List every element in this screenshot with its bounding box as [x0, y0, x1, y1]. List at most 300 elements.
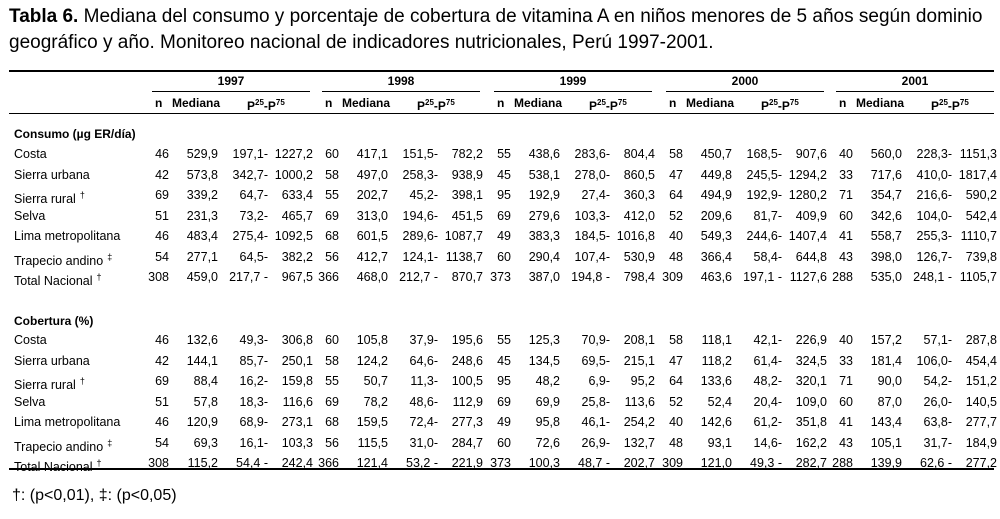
cell-p75: 132,7	[623, 436, 655, 450]
cell-p25: 106,0-	[916, 354, 952, 368]
cell-p25: 103,3-	[574, 209, 610, 223]
col-header-mediana: Mediana	[342, 96, 391, 110]
row-label-text: Total Nacional	[14, 460, 93, 475]
cell-n: 58	[325, 168, 339, 182]
cell-p75: 1092,5	[274, 229, 313, 243]
cell-p75: 360,3	[623, 188, 655, 202]
cell-p75: 277,3	[451, 415, 483, 429]
cell-p25: 48,6-	[409, 395, 438, 409]
cell-n: 60	[497, 436, 511, 450]
cell-p25: 49,3 -	[750, 456, 782, 470]
cell-mediana: 468,0	[356, 270, 388, 284]
year-header-1999: 1999	[559, 74, 587, 88]
cell-p75: 739,8	[965, 250, 997, 264]
cell-mediana: 52,4	[707, 395, 732, 409]
cell-p75: 1294,2	[788, 168, 827, 182]
cell-mediana: 192,9	[528, 188, 560, 202]
col-header-n: n	[325, 96, 333, 110]
cell-p25: 49,3-	[239, 333, 268, 347]
cell-p25: 194,6-	[402, 209, 438, 223]
cell-p75: 782,2	[451, 147, 483, 161]
cell-n: 40	[839, 333, 853, 347]
cell-mediana: 143,4	[870, 415, 902, 429]
cell-p75: 113,6	[624, 395, 655, 409]
cell-p75: 1016,8	[616, 229, 655, 243]
cell-n: 95	[497, 188, 511, 202]
cell-p75: 451,5	[451, 209, 483, 223]
cell-p75: 530,9	[623, 250, 655, 264]
cell-p25: 244,6-	[746, 229, 782, 243]
cell-n: 58	[325, 354, 339, 368]
cell-p75: 1817,4	[958, 168, 997, 182]
cell-p25: 197,1 -	[743, 270, 782, 284]
cell-n: 69	[325, 209, 339, 223]
cell-n: 46	[155, 147, 169, 161]
cell-mediana: 121,0	[700, 456, 732, 470]
cell-n: 55	[325, 188, 339, 202]
cell-mediana: 387,0	[528, 270, 560, 284]
cell-n: 42	[155, 354, 169, 368]
cell-p25: 192,9-	[746, 188, 782, 202]
cell-mediana: 50,7	[363, 374, 388, 388]
cell-p75: 221,9	[451, 456, 483, 470]
table-row	[0, 412, 1000, 432]
year-underline-1999	[494, 91, 652, 92]
cell-n: 47	[669, 168, 683, 182]
cell-p25: 107,4-	[574, 250, 610, 264]
cell-p25: 64,7-	[239, 188, 268, 202]
cell-mediana: 560,0	[870, 147, 902, 161]
cell-mediana: 93,1	[707, 436, 732, 450]
cell-p75: 287,8	[965, 333, 997, 347]
cell-mediana: 181,4	[870, 354, 902, 368]
caption-text-line1: Mediana del consumo y porcentaje de cobertura de vitamina A en niños menores de 5 años según dominio	[78, 6, 983, 27]
cell-mediana: 202,7	[356, 188, 388, 202]
cell-mediana: 105,8	[356, 333, 388, 347]
cell-p25: 151,5-	[402, 147, 438, 161]
cell-p75: 95,2	[630, 374, 655, 388]
col-header-percentiles	[761, 95, 799, 114]
cell-p25: 194,8 -	[571, 270, 610, 284]
cell-n: 49	[497, 415, 511, 429]
cell-p25: 16,2-	[239, 374, 268, 388]
cell-p75: 542,4	[965, 209, 997, 223]
row-label-text: Selva	[14, 209, 46, 223]
cell-p75: 870,7	[451, 270, 483, 284]
cell-p75: 633,4	[281, 188, 313, 202]
cell-mediana: 144,1	[186, 354, 218, 368]
cell-p75: 382,2	[281, 250, 313, 264]
cell-p75: 1127,6	[789, 270, 827, 284]
col-header-p75: 75	[275, 98, 285, 107]
row-label-text: Sierra urbana	[14, 168, 90, 182]
cell-mediana: 231,3	[186, 209, 218, 223]
cell-p75: 409,9	[795, 209, 827, 223]
cell-p25: 61,4-	[753, 354, 782, 368]
cell-p25: 69,5-	[581, 354, 610, 368]
cell-mediana: 313,0	[356, 209, 388, 223]
cell-p25: 216,6-	[916, 188, 952, 202]
cell-p25: 42,1-	[753, 333, 782, 347]
cell-mediana: 339,2	[186, 188, 218, 202]
cell-p25: 248,1 -	[913, 270, 952, 284]
cell-p75: 860,5	[623, 168, 655, 182]
cell-p25: 124,1-	[402, 250, 438, 264]
cell-mediana: 717,6	[870, 168, 902, 182]
cell-p75: 644,8	[795, 250, 827, 264]
cell-p75: 967,5	[281, 270, 313, 284]
cell-p75: 273,1	[281, 415, 313, 429]
cell-p25: 217,7 -	[229, 270, 268, 284]
cell-mediana: 95,8	[535, 415, 560, 429]
cell-mediana: 88,4	[193, 374, 218, 388]
cell-n: 55	[497, 147, 511, 161]
cell-mediana: 87,0	[877, 395, 902, 409]
cell-mediana: 48,2	[535, 374, 560, 388]
cell-p25: 275,4-	[232, 229, 268, 243]
cell-mediana: 209,6	[700, 209, 732, 223]
cell-p25: 6,9-	[588, 374, 610, 388]
col-header-p-dash: -P	[263, 99, 276, 113]
cell-mediana: 100,3	[528, 456, 560, 470]
year-underline-2000	[666, 91, 824, 92]
cell-mediana: 601,5	[356, 229, 388, 243]
cell-p25: 27,4-	[581, 188, 610, 202]
cell-mediana: 118,2	[701, 354, 732, 368]
row-label-mark: ‡	[107, 252, 113, 262]
cell-p75: 112,9	[452, 395, 483, 409]
cell-p25: 258,3-	[402, 168, 438, 182]
cell-p75: 938,9	[451, 168, 483, 182]
cell-n: 55	[497, 333, 511, 347]
cell-p25: 31,7-	[923, 436, 952, 450]
col-header-p-base: P	[931, 99, 940, 113]
col-header-mediana: Mediana	[514, 96, 563, 110]
cell-mediana: 78,2	[363, 395, 388, 409]
table-row	[0, 330, 1000, 350]
cell-p25: 63,8-	[923, 415, 952, 429]
cell-n: 33	[839, 168, 853, 182]
cell-p25: 46,1-	[581, 415, 610, 429]
cell-p25: 14,6-	[753, 436, 782, 450]
year-header-1997: 1997	[217, 74, 245, 88]
col-header-percentiles	[589, 95, 627, 114]
cell-n: 68	[325, 229, 339, 243]
cell-n: 40	[839, 147, 853, 161]
cell-p75: 184,9	[965, 436, 997, 450]
col-header-percentiles	[247, 95, 285, 114]
cell-n: 308	[148, 270, 169, 284]
cell-n: 71	[839, 374, 853, 388]
table-row	[0, 165, 1000, 185]
cell-p25: 58,4-	[753, 250, 782, 264]
col-header-p-base: P	[761, 99, 770, 113]
cell-p75: 590,2	[965, 188, 997, 202]
row-label-mark: †	[79, 190, 85, 200]
cell-mediana: 342,6	[870, 209, 902, 223]
cell-n: 58	[669, 147, 683, 161]
cell-mediana: 438,6	[528, 147, 560, 161]
cell-p25: 48,7 -	[578, 456, 610, 470]
cell-n: 43	[839, 436, 853, 450]
table-caption	[9, 4, 994, 56]
cell-p75: 798,4	[623, 270, 655, 284]
cell-p75: 1000,2	[274, 168, 313, 182]
cell-p25: 228,3-	[916, 147, 952, 161]
section-title: Cobertura (%)	[14, 314, 94, 328]
cell-n: 33	[839, 354, 853, 368]
col-header-n: n	[839, 96, 847, 110]
cell-n: 46	[155, 333, 169, 347]
cell-n: 48	[669, 250, 683, 264]
cell-n: 60	[839, 209, 853, 223]
col-header-n: n	[497, 96, 505, 110]
table-row	[0, 433, 1000, 453]
cell-p75: 162,2	[795, 436, 827, 450]
col-header-p25: 25	[255, 98, 264, 107]
cell-n: 41	[839, 229, 853, 243]
row-label	[14, 453, 102, 477]
cell-mediana: 573,8	[186, 168, 218, 182]
cell-p75: 412,0	[623, 209, 655, 223]
cell-n: 56	[325, 436, 339, 450]
row-label-mark: †	[96, 458, 102, 468]
year-header-2000: 2000	[731, 74, 759, 88]
cell-p25: 25,8-	[581, 395, 610, 409]
cell-p25: 20,4-	[753, 395, 782, 409]
table-row	[0, 247, 1000, 267]
cell-mediana: 463,6	[700, 270, 732, 284]
cell-n: 309	[662, 270, 683, 284]
cell-n: 54	[155, 250, 169, 264]
cell-p75: 320,1	[795, 374, 827, 388]
cell-mediana: 115,2	[187, 456, 218, 470]
cell-n: 68	[325, 415, 339, 429]
cell-p25: 212,7 -	[399, 270, 438, 284]
cell-p75: 159,8	[281, 374, 313, 388]
col-header-p25: 25	[425, 98, 434, 107]
cell-p25: 26,9-	[581, 436, 610, 450]
cell-n: 69	[155, 374, 169, 388]
row-label	[14, 392, 45, 412]
cell-p25: 54,2-	[923, 374, 952, 388]
cell-n: 64	[669, 374, 683, 388]
cell-p25: 410,0-	[916, 168, 952, 182]
cell-n: 288	[832, 456, 853, 470]
cell-p25: 53,2 -	[406, 456, 438, 470]
cell-p25: 64,6-	[409, 354, 438, 368]
cell-p75: 254,2	[623, 415, 655, 429]
cell-p75: 250,1	[281, 354, 313, 368]
cell-mediana: 133,6	[700, 374, 732, 388]
cell-p25: 68,9-	[239, 415, 268, 429]
cell-mediana: 139,9	[870, 456, 902, 470]
cell-mediana: 115,5	[357, 436, 388, 450]
cell-n: 46	[155, 415, 169, 429]
cell-n: 288	[832, 270, 853, 284]
table-row	[0, 144, 1000, 164]
cell-n: 308	[148, 456, 169, 470]
row-label-text: Sierra rural	[14, 378, 76, 393]
cell-p25: 31,0-	[409, 436, 438, 450]
cell-n: 56	[325, 250, 339, 264]
cell-n: 49	[497, 229, 511, 243]
cell-p25: 184,5-	[574, 229, 610, 243]
cell-mediana: 459,0	[186, 270, 218, 284]
cell-p25: 45,2-	[409, 188, 438, 202]
cell-p25: 85,7-	[239, 354, 268, 368]
col-header-p75: 75	[445, 98, 455, 107]
cell-n: 366	[318, 270, 339, 284]
row-label-mark: ‡	[107, 438, 113, 448]
row-label-text: Costa	[14, 147, 47, 161]
cell-mediana: 125,3	[528, 333, 560, 347]
row-label-mark: †	[96, 272, 102, 282]
cell-n: 52	[669, 209, 683, 223]
cell-p25: 245,5-	[746, 168, 782, 182]
cell-mediana: 279,6	[528, 209, 560, 223]
row-label-text: Sierra rural	[14, 192, 76, 207]
table-row	[0, 206, 1000, 226]
cell-p25: 289,6-	[402, 229, 438, 243]
cell-p25: 11,3-	[410, 374, 438, 388]
cell-p75: 248,6	[451, 354, 483, 368]
cell-p75: 208,1	[623, 333, 655, 347]
cell-mediana: 383,3	[528, 229, 560, 243]
cell-p25: 283,6-	[574, 147, 610, 161]
cell-n: 60	[839, 395, 853, 409]
cell-mediana: 142,6	[700, 415, 732, 429]
row-label	[14, 351, 90, 371]
row-label	[14, 144, 47, 164]
row-label-text: Total Nacional	[14, 274, 93, 289]
cell-p75: 100,5	[451, 374, 483, 388]
col-header-percentiles	[931, 95, 969, 114]
cell-p75: 202,7	[623, 456, 655, 470]
row-label-text: Trapecio andino	[14, 440, 104, 455]
cell-p75: 1280,2	[788, 188, 827, 202]
cell-mediana: 366,4	[700, 250, 732, 264]
cell-mediana: 412,7	[356, 250, 388, 264]
cell-p75: 242,4	[281, 456, 313, 470]
cell-p75: 1110,7	[960, 229, 997, 243]
cell-p75: 324,5	[795, 354, 827, 368]
cell-p25: 81,7-	[753, 209, 782, 223]
cell-mediana: 494,9	[700, 188, 732, 202]
col-header-p25: 25	[597, 98, 606, 107]
col-header-mediana: Mediana	[172, 96, 221, 110]
cell-mediana: 57,8	[193, 395, 218, 409]
cell-mediana: 69,9	[535, 395, 560, 409]
table-row	[0, 185, 1000, 205]
cell-n: 366	[318, 456, 339, 470]
row-label	[14, 412, 120, 432]
cell-p25: 255,3-	[916, 229, 952, 243]
cell-n: 47	[669, 354, 683, 368]
col-header-p75: 75	[789, 98, 799, 107]
cell-mediana: 417,1	[356, 147, 388, 161]
cell-mediana: 354,7	[870, 188, 902, 202]
cell-p75: 103,3	[281, 436, 313, 450]
cell-p75: 1227,2	[274, 147, 313, 161]
cell-p25: 72,4-	[409, 415, 438, 429]
row-label-text: Lima metropolitana	[14, 229, 121, 243]
cell-n: 69	[325, 395, 339, 409]
cell-mediana: 497,0	[356, 168, 388, 182]
cell-p25: 197,1-	[232, 147, 268, 161]
cell-p75: 1087,7	[444, 229, 483, 243]
table-row	[0, 453, 1000, 473]
row-label-text: Trapecio andino	[14, 254, 104, 269]
col-header-p-base: P	[247, 99, 256, 113]
cell-mediana: 72,6	[535, 436, 560, 450]
cell-p25: 126,7-	[916, 250, 952, 264]
cell-p25: 70,9-	[581, 333, 610, 347]
cell-p25: 62,6 -	[920, 456, 952, 470]
cell-p25: 342,7-	[232, 168, 268, 182]
cell-n: 60	[325, 333, 339, 347]
cell-mediana: 450,7	[700, 147, 732, 161]
cell-n: 69	[155, 188, 169, 202]
cell-n: 52	[669, 395, 683, 409]
cell-p25: 104,0-	[916, 209, 952, 223]
cell-n: 48	[669, 436, 683, 450]
cell-p75: 1105,7	[959, 270, 997, 284]
cell-n: 60	[497, 250, 511, 264]
cell-p75: 398,1	[451, 188, 483, 202]
cell-n: 51	[155, 209, 169, 223]
cell-n: 40	[669, 415, 683, 429]
row-label-text: Sierra urbana	[14, 354, 90, 368]
col-header-p-dash: -P	[605, 99, 618, 113]
cell-p75: 1407,4	[788, 229, 827, 243]
cell-mediana: 449,8	[700, 168, 732, 182]
table-row	[0, 392, 1000, 412]
col-header-p25: 25	[769, 98, 778, 107]
cell-mediana: 157,2	[870, 333, 902, 347]
cell-mediana: 277,1	[186, 250, 218, 264]
cell-n: 69	[497, 209, 511, 223]
col-header-p25: 25	[939, 98, 948, 107]
cell-p25: 37,9-	[409, 333, 438, 347]
row-label-text: Lima metropolitana	[14, 415, 121, 429]
cell-n: 60	[325, 147, 339, 161]
cell-p25: 18,3-	[239, 395, 268, 409]
section-title: Consumo (µg ER/día)	[14, 127, 136, 141]
cell-p75: 804,4	[623, 147, 655, 161]
year-underline-1997	[152, 91, 310, 92]
cell-n: 45	[497, 168, 511, 182]
row-label-text: Costa	[14, 333, 47, 347]
caption-text-line2: geográfico y año. Monitoreo nacional de indicadores nutricionales, Perú 1997-2001.	[9, 32, 714, 53]
col-header-p-base: P	[417, 99, 426, 113]
cell-p25: 61,2-	[753, 415, 782, 429]
cell-p75: 195,6	[451, 333, 483, 347]
cell-p75: 151,2	[965, 374, 997, 388]
cell-n: 58	[669, 333, 683, 347]
table-row	[0, 267, 1000, 287]
footnote: †: (p<0,01), ‡: (p<0,05)	[12, 487, 177, 504]
table-row	[0, 226, 1000, 246]
cell-p75: 284,7	[451, 436, 483, 450]
cell-n: 309	[662, 456, 683, 470]
cell-n: 45	[497, 354, 511, 368]
cell-n: 41	[839, 415, 853, 429]
year-header-2001: 2001	[901, 74, 929, 88]
cell-mediana: 105,1	[870, 436, 902, 450]
row-label-text: Selva	[14, 395, 46, 409]
year-underline-2001	[836, 91, 994, 92]
